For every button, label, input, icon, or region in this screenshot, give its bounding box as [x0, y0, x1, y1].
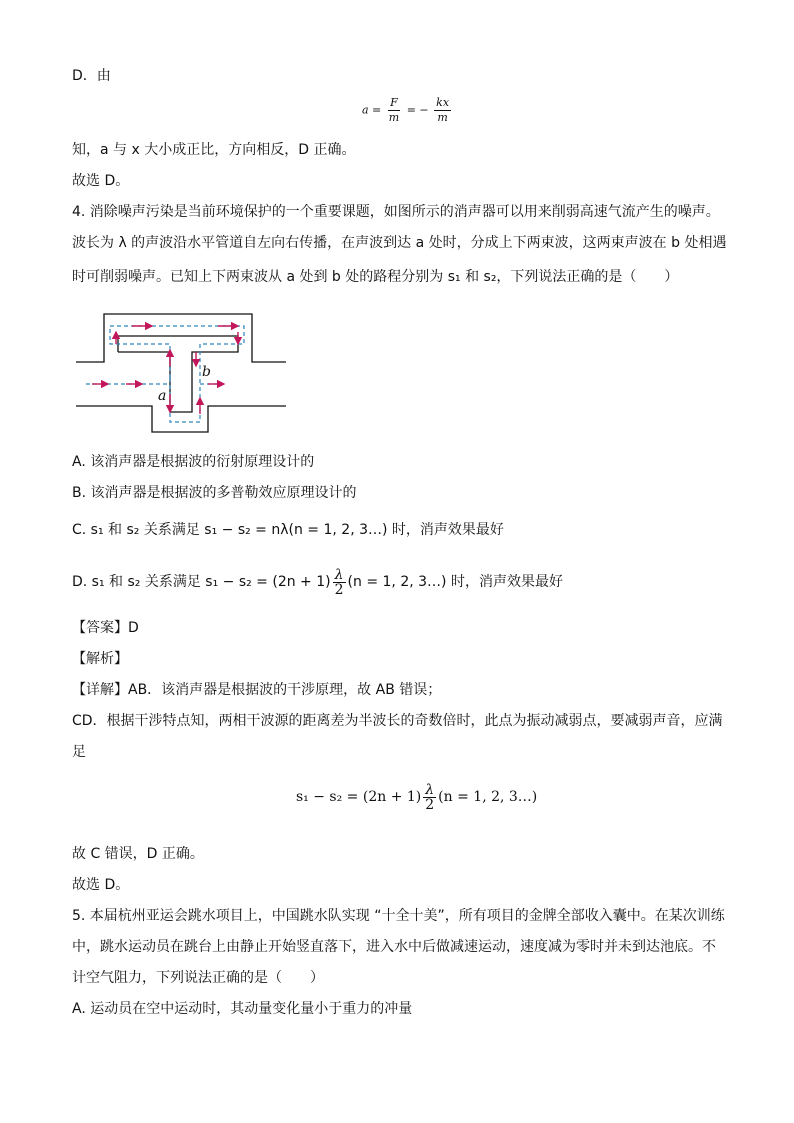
pipe-bottom-outline [76, 406, 286, 432]
conclusion-prev: 知，a 与 x 大小成正比，方向相反，D 正确。 [72, 142, 356, 158]
pipe-top-outline [76, 314, 286, 362]
q4-stem-line3: 时可削弱噪声。已知上下两束波从 a 处到 b 处的路程分别为 s₁ 和 s₂，下列说法正确的是（ ） [72, 269, 679, 285]
muffler-diagram [72, 308, 294, 440]
path-upper-dashed [110, 326, 244, 384]
q4-stem-line1: 4. 消除噪声污染是当前环境保护的一个重要课题，如图所示的消声器可以用来削弱高速气流产生的噪声。 [72, 204, 720, 220]
analysis-label: 【解析】 [72, 651, 128, 667]
equation-acceleration [362, 96, 453, 125]
label-b: b [202, 364, 211, 380]
option-d-prefix: D．由 [72, 68, 111, 84]
equation-path-difference [296, 781, 537, 813]
lambda-half-frac: $\frac{\lambda}{2}$ [334, 566, 344, 598]
eq1-frac-kx: $\frac{kx}{m}$ [436, 96, 450, 124]
q5-stem-line3: 计空气阻力，下列说法正确的是（ ） [72, 970, 324, 986]
q5-stem-line2: 中，跳水运动员在跳台上由静止开始竖直落下，进入水中后做减速运动，速度减为零时并未到达池底。不 [72, 939, 716, 955]
q5-option-a: A. 运动员在空中运动时，其动量变化量小于重力的冲量 [72, 1001, 413, 1017]
answer-label: 【答案】D [72, 620, 139, 636]
label-a: a [158, 388, 167, 404]
conclusion-c: 故 C 错误，D 正确。 [72, 846, 204, 862]
choose-d: 故选 D。 [72, 877, 130, 893]
divider-outline [118, 336, 238, 412]
eq1-mid: = − [406, 103, 429, 117]
eq2-post: (n = 1, 2, 3…) [438, 789, 538, 805]
eq2-frac: $\frac{\lambda}{2}$ [425, 781, 435, 813]
q5-stem-line1: 5. 本届杭州亚运会跳水项目上，中国跳水队实现 “十全十美”，所有项目的金牌全部收入囊中。在某次训练 [72, 908, 725, 924]
eq1-lhs: a = [362, 103, 382, 117]
eq1-frac-f: $\frac{F}{m}$ [388, 96, 400, 124]
q4-option-d [72, 566, 563, 598]
path-lower-dashed [170, 378, 200, 422]
q4-option-b: B. 该消声器是根据波的多普勒效应原理设计的 [72, 485, 357, 501]
q4-option-d-pre: D. s₁ 和 s₂ 关系满足 s₁ − s₂ = (2n + 1) [72, 574, 331, 590]
q4-option-d-post: (n = 1, 2, 3…) 时，消声效果最好 [347, 574, 563, 590]
q4-option-a: A. 该消声器是根据波的衍射原理设计的 [72, 454, 315, 470]
choose-prev: 故选 D。 [72, 173, 130, 189]
q4-option-c: C. s₁ 和 s₂ 关系满足 s₁ − s₂ = nλ(n = 1, 2, 3…) 时，消声效果最好 [72, 522, 504, 538]
q4-stem-line2: 波长为 λ 的声波沿水平管道自左向右传播，在声波到达 a 处时，分成上下两束波，这两束声波在 b 处相遇 [72, 235, 727, 251]
eq2-pre: s₁ − s₂ = (2n + 1) [296, 789, 422, 805]
detail-line3: 足 [72, 744, 86, 760]
detail-line2: CD．根据干涉特点知，两相干波源的距离差为半波长的奇数倍时，此点为振动减弱点，要减弱声音，应满 [72, 713, 723, 729]
detail-line1: 【详解】AB．该消声器是根据波的干涉原理，故 AB 错误； [72, 682, 442, 698]
